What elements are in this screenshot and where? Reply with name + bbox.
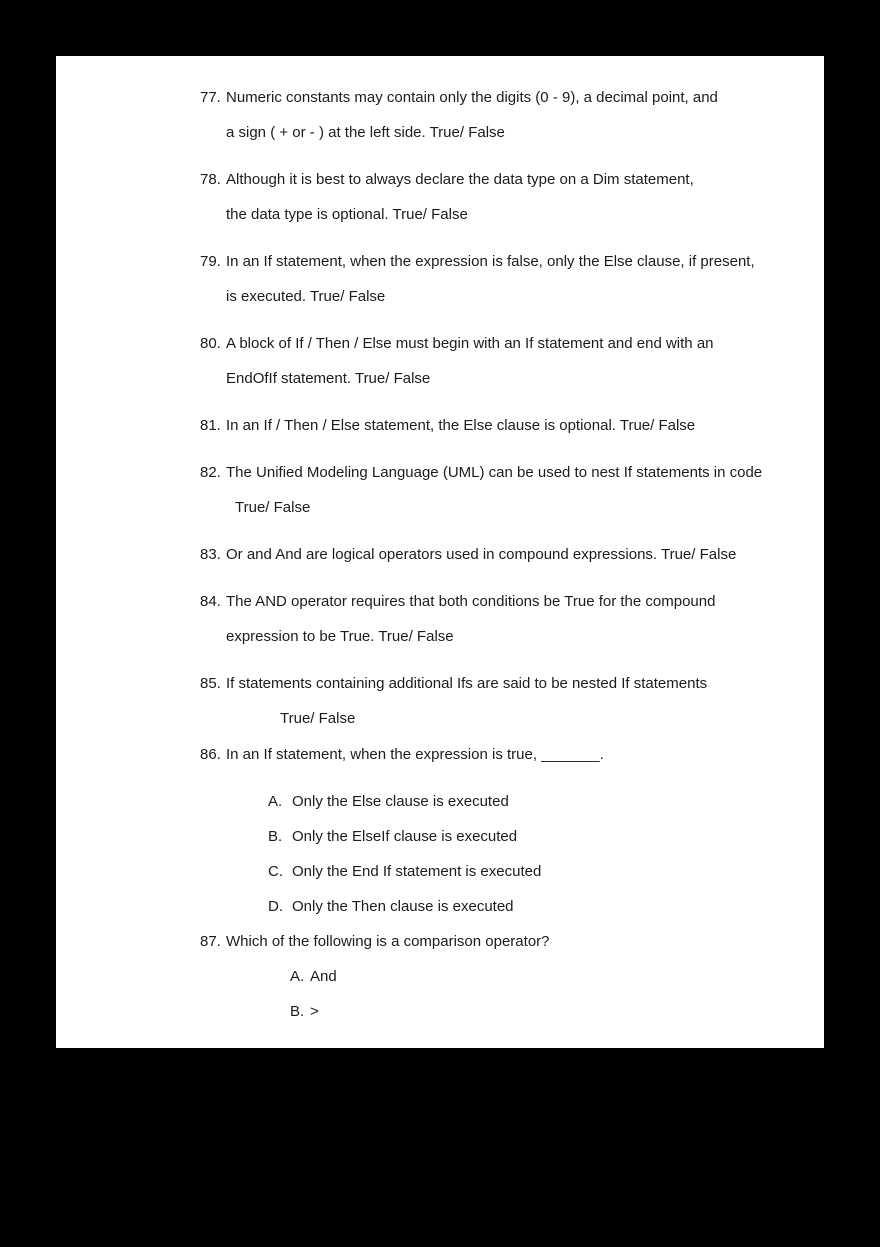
question-line (200, 455, 786, 490)
question-line (200, 326, 786, 361)
question-number: 78. (200, 171, 221, 188)
question-line: the data type is optional. True/ False (226, 206, 468, 223)
question-81 (200, 408, 786, 443)
question-line: EndOfIf statement. True/ False (226, 370, 431, 387)
option-line (268, 819, 786, 854)
question-number: 86. (200, 746, 221, 763)
question-line (200, 408, 786, 443)
question-line (200, 666, 786, 701)
answer-options (290, 959, 786, 1029)
option-letter: B. (268, 828, 283, 845)
document-page (56, 56, 824, 1048)
question-number: 84. (200, 593, 221, 610)
question-line (200, 244, 786, 279)
question-83 (200, 537, 786, 572)
option-text: And (310, 968, 337, 985)
question-text: In an If statement, when the expression is true, _______. (226, 746, 604, 763)
question-number: 82. (200, 464, 221, 481)
question-number: 79. (200, 253, 221, 270)
option-letter: D. (268, 898, 283, 915)
question-number: 77. (200, 89, 221, 106)
option-text: Only the Then clause is executed (292, 898, 514, 915)
question-number: 80. (200, 335, 221, 352)
question-line (200, 924, 786, 959)
question-86 (200, 737, 786, 924)
option-text: Only the ElseIf clause is executed (292, 828, 518, 845)
question-line: expression to be True. True/ False (226, 628, 454, 645)
question-text: Although it is best to always declare the data type on a Dim statement, (226, 171, 694, 188)
question-text: Which of the following is a comparison operator? (226, 933, 550, 950)
question-number: 87. (200, 933, 221, 950)
answer-options (268, 784, 786, 924)
question-text: Or and And are logical operators used in compound expressions. True/ False (226, 546, 737, 563)
question-77 (200, 80, 786, 150)
question-line: is executed. True/ False (226, 288, 386, 305)
question-line (200, 537, 786, 572)
option-text: Only the Else clause is executed (292, 793, 509, 810)
question-80 (200, 326, 786, 396)
question-line: a sign ( + or - ) at the left side. True/ False (226, 124, 505, 141)
question-number: 81. (200, 417, 221, 434)
question-line (200, 80, 786, 115)
question-line (200, 737, 786, 772)
question-text: The Unified Modeling Language (UML) can be used to nest If statements in code (226, 464, 763, 481)
option-letter: A. (290, 968, 305, 985)
question-85 (200, 666, 786, 736)
true-false-label: True/ False (235, 499, 311, 516)
option-text: Only the End If statement is executed (292, 863, 542, 880)
question-79 (200, 244, 786, 314)
true-false-label: True/ False (280, 710, 356, 727)
question-text: In an If / Then / Else statement, the Else clause is optional. True/ False (226, 417, 696, 434)
question-number: 85. (200, 675, 221, 692)
question-number: 83. (200, 546, 221, 563)
option-letter: C. (268, 863, 283, 880)
option-line (290, 959, 786, 994)
question-text: In an If statement, when the expression is false, only the Else clause, if present, (226, 253, 755, 270)
question-line (200, 162, 786, 197)
question-text: The AND operator requires that both conditions be True for the compound (226, 593, 716, 610)
question-78 (200, 162, 786, 232)
option-line (268, 854, 786, 889)
question-text: Numeric constants may contain only the digits (0 - 9), a decimal point, and (226, 89, 718, 106)
option-letter: A. (268, 793, 283, 810)
question-text: A block of If / Then / Else must begin with an If statement and end with an (226, 335, 714, 352)
question-line (200, 584, 786, 619)
question-87 (200, 924, 786, 1029)
question-82 (200, 455, 786, 525)
option-line (268, 784, 786, 819)
question-text: If statements containing additional Ifs are said to be nested If statements (226, 675, 708, 692)
option-line (268, 889, 786, 924)
option-text: > (310, 1003, 319, 1020)
option-letter: B. (290, 1003, 305, 1020)
question-84 (200, 584, 786, 654)
option-line (290, 994, 786, 1029)
